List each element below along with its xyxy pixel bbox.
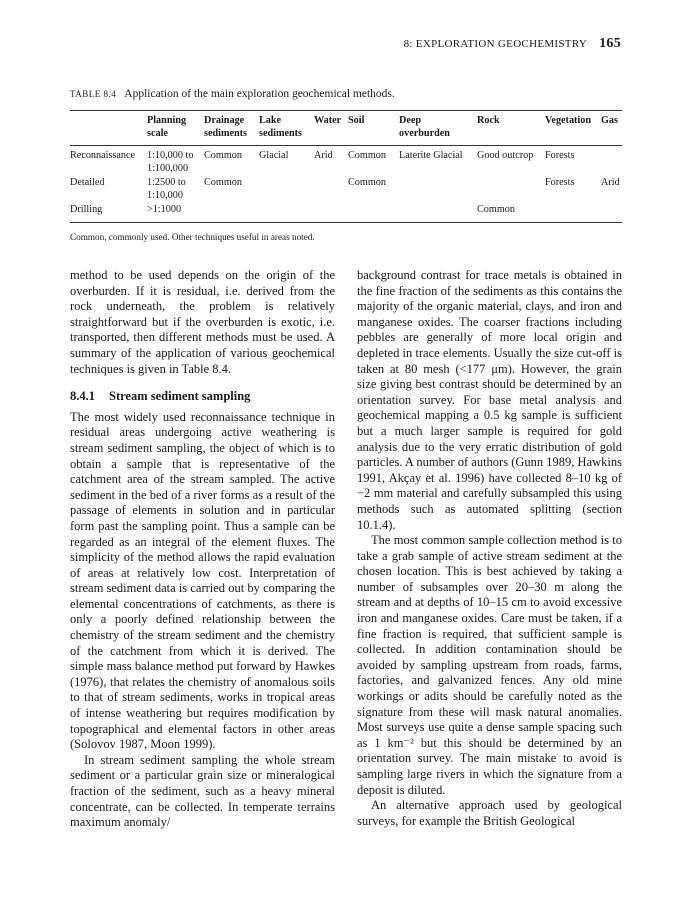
- paragraph: The most common sample collection method is to take a grab sample of active stream sediment at the chosen location. This is best achieved by taking a number of subsamples over 20–30 m along the stream and at depths of 10–15 cm to avoid excessive iron and manganese oxides. Care must be taken, if a fine fraction is required, that sufficient sample is collected. In addition contamination should be avoided by sampling upstream from roads, farms, factories, and galvanized fences. Any old mine workings or adits should be carefully noted as the signature from these will mask natural anomalies. Most surveys use quite a dense sample spacing such as 1 km⁻² but this should be determined by an orientation survey. The main mistake to avoid is sampling large rivers in which the signature from a deposit is diluted.: [357, 533, 622, 797]
- table-cell: [545, 204, 601, 219]
- table-cell: Forests: [545, 150, 575, 161]
- right-column: [357, 268, 622, 829]
- table-cell: [601, 204, 622, 219]
- column-header: [601, 113, 622, 143]
- paragraph: An alternative approach used by geological surveys, for example the British Geological: [357, 798, 622, 828]
- table-cell: Common: [477, 204, 515, 215]
- table-cell: Arid: [601, 177, 620, 188]
- table-cell: Common: [348, 150, 386, 161]
- table-cell: [259, 204, 314, 219]
- column-header: [259, 113, 314, 143]
- table-cell: [314, 204, 348, 219]
- table-cell: Forests: [545, 177, 575, 188]
- table-cell: >1:1000: [147, 204, 182, 215]
- table-top-rule: [70, 110, 622, 111]
- column-header-line1: Vegetation: [545, 115, 592, 126]
- section-heading: [70, 389, 335, 405]
- table-cell: [399, 204, 477, 219]
- section-title: Stream sediment sampling: [109, 389, 251, 404]
- table-caption: [70, 88, 395, 100]
- table-cell: Laterite Glacial: [399, 150, 463, 161]
- table-cell: Detailed: [70, 177, 105, 188]
- paragraph: background contrast for trace metals is obtained in the fine fraction of the sediments as this contains the majority of the organic material, clays, and iron and manganese oxides. The coarser fractions including pebbles are generally of more local origin and depleted in trace elements. Usually the size cut-off is taken at 80 mesh (<177 μm). However, the grain size giving best contrast should be determined by an orientation survey. For base metal analysis and geochemical mapping a 0.5 kg sample is sufficient but a much larger sample is required for gold analysis due to the very erratic distribution of gold particles. A number of authors (Gunn 1989, Hawkins 1991, Akçay et al. 1996) have collected 8–10 kg of −2 mm material and carefully subsampled this using methods such as automated splitting (section 10.1.4).: [357, 268, 622, 532]
- table-cell: Reconnaissance: [70, 150, 136, 161]
- geochem-methods-table: [70, 113, 622, 219]
- table-cell: Arid: [314, 150, 333, 161]
- table-note: Common, commonly used. Other techniques useful in areas noted.: [70, 232, 315, 242]
- column-header: [348, 113, 399, 143]
- column-header-line1: Gas: [601, 115, 618, 126]
- page-number: 165: [599, 36, 621, 51]
- table-cell: [204, 204, 259, 219]
- paragraph: method to be used depends on the origin of the overburden. If it is residual, i.e. derived from the rock underneath, the problem is relatively straightforward but if the overburden is exotic, i.e. transported, then different methods must be used. A summary of the application of various geochemical techniques is given in Table 8.4.: [70, 268, 335, 376]
- column-header-line2: sediments: [259, 127, 303, 139]
- column-header: [399, 113, 477, 143]
- table-label: TABLE 8.4: [70, 89, 117, 99]
- paragraph: In stream sediment sampling the whole stream sediment or a particular grain size or mineralogical fraction of the sediment, such as a heavy mineral concentrate, can be collected. In temperate terrains maximum anomaly/: [70, 752, 335, 830]
- running-header: [404, 36, 621, 52]
- column-header-line1: Planning: [147, 115, 187, 126]
- table-caption-text: Application of the main exploration geochemical methods.: [124, 88, 395, 100]
- table-cell: [314, 177, 348, 204]
- table-cell: [259, 177, 314, 204]
- table-cell: Common: [348, 177, 386, 188]
- column-header: [477, 113, 545, 143]
- table-cell: [348, 204, 399, 219]
- table-cell: Common: [204, 150, 242, 161]
- column-header-line2: sediments: [204, 127, 248, 139]
- left-column: [70, 268, 335, 831]
- table-row: [70, 204, 622, 219]
- column-header-line1: Deep: [399, 115, 422, 126]
- table-bottom-rule: [70, 222, 622, 223]
- column-header: [545, 113, 601, 143]
- table-cell: [399, 177, 477, 204]
- paragraph: The most widely used reconnaissance technique in residual areas undergoing active weathering is stream sediment sampling, the object of which is to obtain a sample that is representative of the catchment area of the stream sampled. The active sediment in the bed of a river forms as a result of the passage of elements in solution and in particular form past the sampling point. Thus a sample can be regarded as an integral of the element fluxes. The simplicity of the method allows the rapid evaluation of areas at relatively low cost. Interpretation of stream sediment data is carried out by comparing the elemental concentrations of catchments, as there is only a poorly defined relationship between the chemistry of the stream sediment and the chemistry of the catchment from which it is derived. The simple mass balance method put forward by Hawkes (1976), that relates the chemistry of anomalous soils to that of stream sediments, works in tropical areas of intense weathering but requires modification by topographical and elemental factors in other areas (Solovov 1987, Moon 1999).: [70, 409, 335, 752]
- running-title: 8: EXPLORATION GEOCHEMISTRY: [403, 38, 588, 50]
- column-header: [147, 113, 204, 143]
- column-header: [204, 113, 259, 143]
- table-row: [70, 143, 622, 177]
- table-cell: 1:2500 to 1:10,000: [147, 177, 186, 201]
- table-cell: Common: [204, 177, 242, 188]
- table-cell: 1:10,000 to 1:100,000: [147, 150, 194, 174]
- column-header-line1: Drainage: [204, 115, 245, 126]
- table-row: [70, 177, 622, 204]
- table-cell: Good outcrop: [477, 150, 534, 161]
- column-header-line1: Water: [314, 115, 342, 126]
- table-cell: [601, 143, 622, 177]
- column-header-line1: Rock: [477, 115, 500, 126]
- table-header-row: [70, 113, 622, 143]
- table-cell: [477, 177, 545, 204]
- column-header-line2: scale: [147, 127, 168, 139]
- table-cell: Glacial: [259, 150, 289, 161]
- column-header-line1: Soil: [348, 115, 365, 126]
- column-header-line1: Lake: [259, 115, 282, 126]
- table-cell: Drilling: [70, 204, 103, 215]
- column-header: [70, 113, 147, 143]
- column-header-line2: overburden: [399, 127, 450, 139]
- column-header: [314, 113, 348, 143]
- section-number: 8.4.1: [70, 389, 95, 404]
